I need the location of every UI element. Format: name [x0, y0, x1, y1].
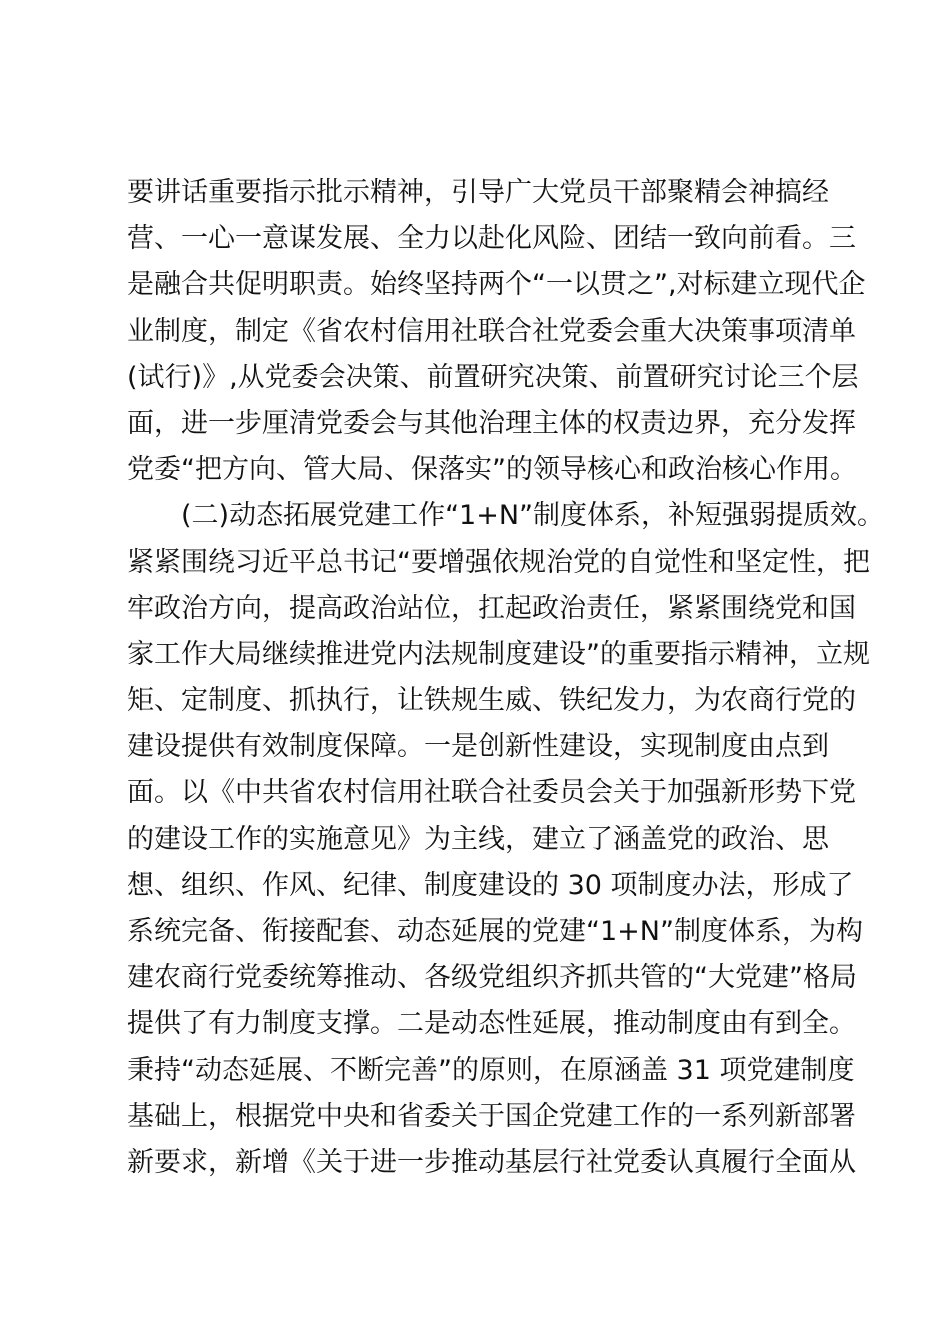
- text-line: 是融合共促明职责。始终坚持两个“一以贯之”,对标建立现代企: [127, 269, 866, 301]
- text-line: 牢政治方向，提高政治站位，扛起政治责任，紧紧围绕党和国: [127, 592, 856, 624]
- text-line: 矩、定制度、抓执行，让铁规生威、铁纪发力，为农商行党的: [127, 685, 856, 717]
- text-line: 想、组织、作风、纪律、制度建设的 30 项制度办法，形成了: [127, 869, 854, 901]
- text-line: 业制度，制定《省农村信用社联合社党委会重大决策事项清单: [127, 315, 856, 347]
- text-line: 面，进一步厘清党委会与其他治理主体的权责边界，充分发挥: [127, 407, 856, 439]
- text-line: 秉持“动态延展、不断完善”的原则，在原涵盖 31 项党建制度: [127, 1054, 855, 1086]
- text-line: 的建设工作的实施意见》为主线，建立了涵盖党的政治、思: [127, 823, 829, 855]
- text-line: 家工作大局继续推进党内法规制度建设”的重要指示精神，立规: [127, 638, 870, 670]
- text-line: 紧紧围绕习近平总书记“要增强依规治党的自觉性和坚定性，把: [127, 546, 870, 578]
- text-line: 新要求，新增《关于进一步推动基层行社党委认真履行全面从: [127, 1146, 856, 1178]
- text-line: 党委“把方向、管大局、保落实”的领导核心和政治核心作用。: [127, 454, 857, 486]
- text-line: 面。以《中共省农村信用社联合社委员会关于加强新形势下党: [127, 777, 856, 809]
- text-line: 要讲话重要指示批示精神，引导广大党员干部聚精会神搞经: [127, 177, 829, 208]
- text-line: 提供了有力制度支撑。二是动态性延展，推动制度由有到全。: [127, 1008, 856, 1040]
- text-line: (试行)》,从党委会决策、前置研究决策、前置研究讨论三个层: [127, 361, 859, 393]
- section-heading-line: (二)动态拓展党建工作“1+N”制度体系，补短强弱提质效。: [181, 500, 885, 532]
- body-text: [127, 170, 885, 1186]
- text-line: 建设提供有效制度保障。一是创新性建设，实现制度由点到: [127, 731, 829, 763]
- text-line: 建农商行党委统筹推动、各级党组织齐抓共管的“大党建”格局: [127, 962, 857, 994]
- text-line: 营、一心一意谋发展、全力以赴化风险、团结一致向前看。三: [127, 223, 856, 255]
- text-line: 系统完备、衔接配套、动态延展的党建“1+N”制度体系，为构: [127, 916, 863, 947]
- text-line: 基础上，根据党中央和省委关于国企党建工作的一系列新部署: [127, 1100, 856, 1132]
